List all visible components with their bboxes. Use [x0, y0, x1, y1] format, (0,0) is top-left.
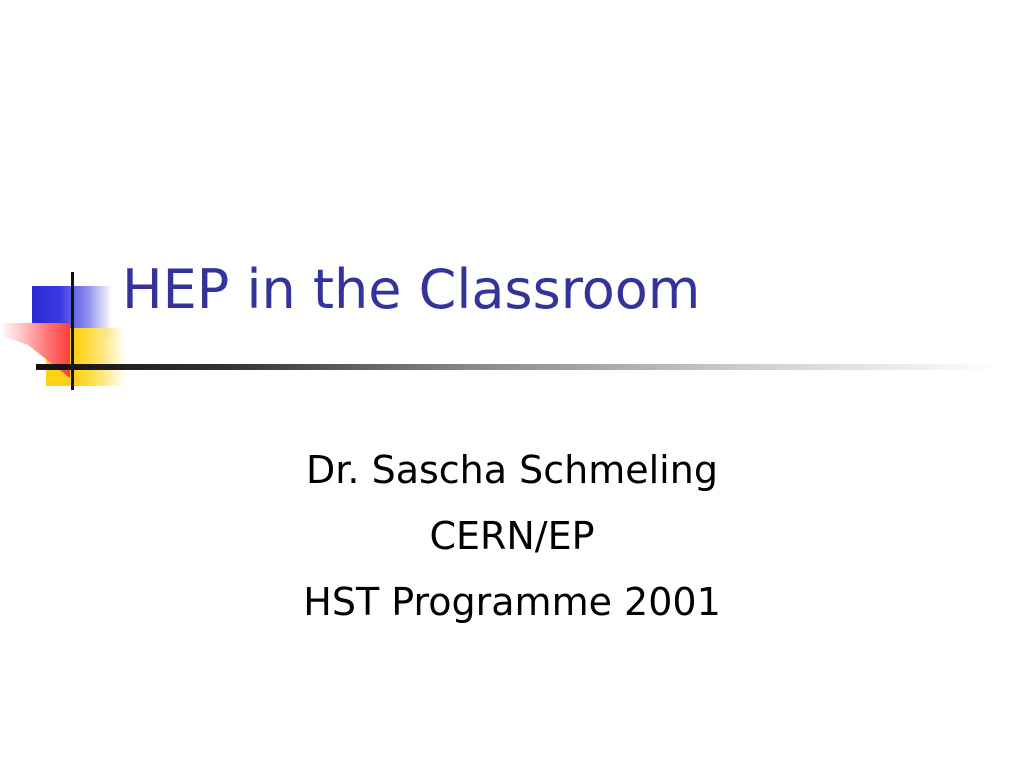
slide-subtitle — [0, 444, 1024, 642]
title-underline-rule — [36, 364, 1000, 370]
slide-title: HEP in the Classroom — [122, 258, 701, 321]
subtitle-event: HST Programme 2001 — [303, 580, 721, 624]
decorative-squares-logo-icon — [0, 268, 130, 393]
subtitle-affiliation: CERN/EP — [429, 514, 595, 558]
subtitle-author: Dr. Sascha Schmeling — [306, 448, 718, 492]
logo-vertical-line — [71, 272, 74, 390]
